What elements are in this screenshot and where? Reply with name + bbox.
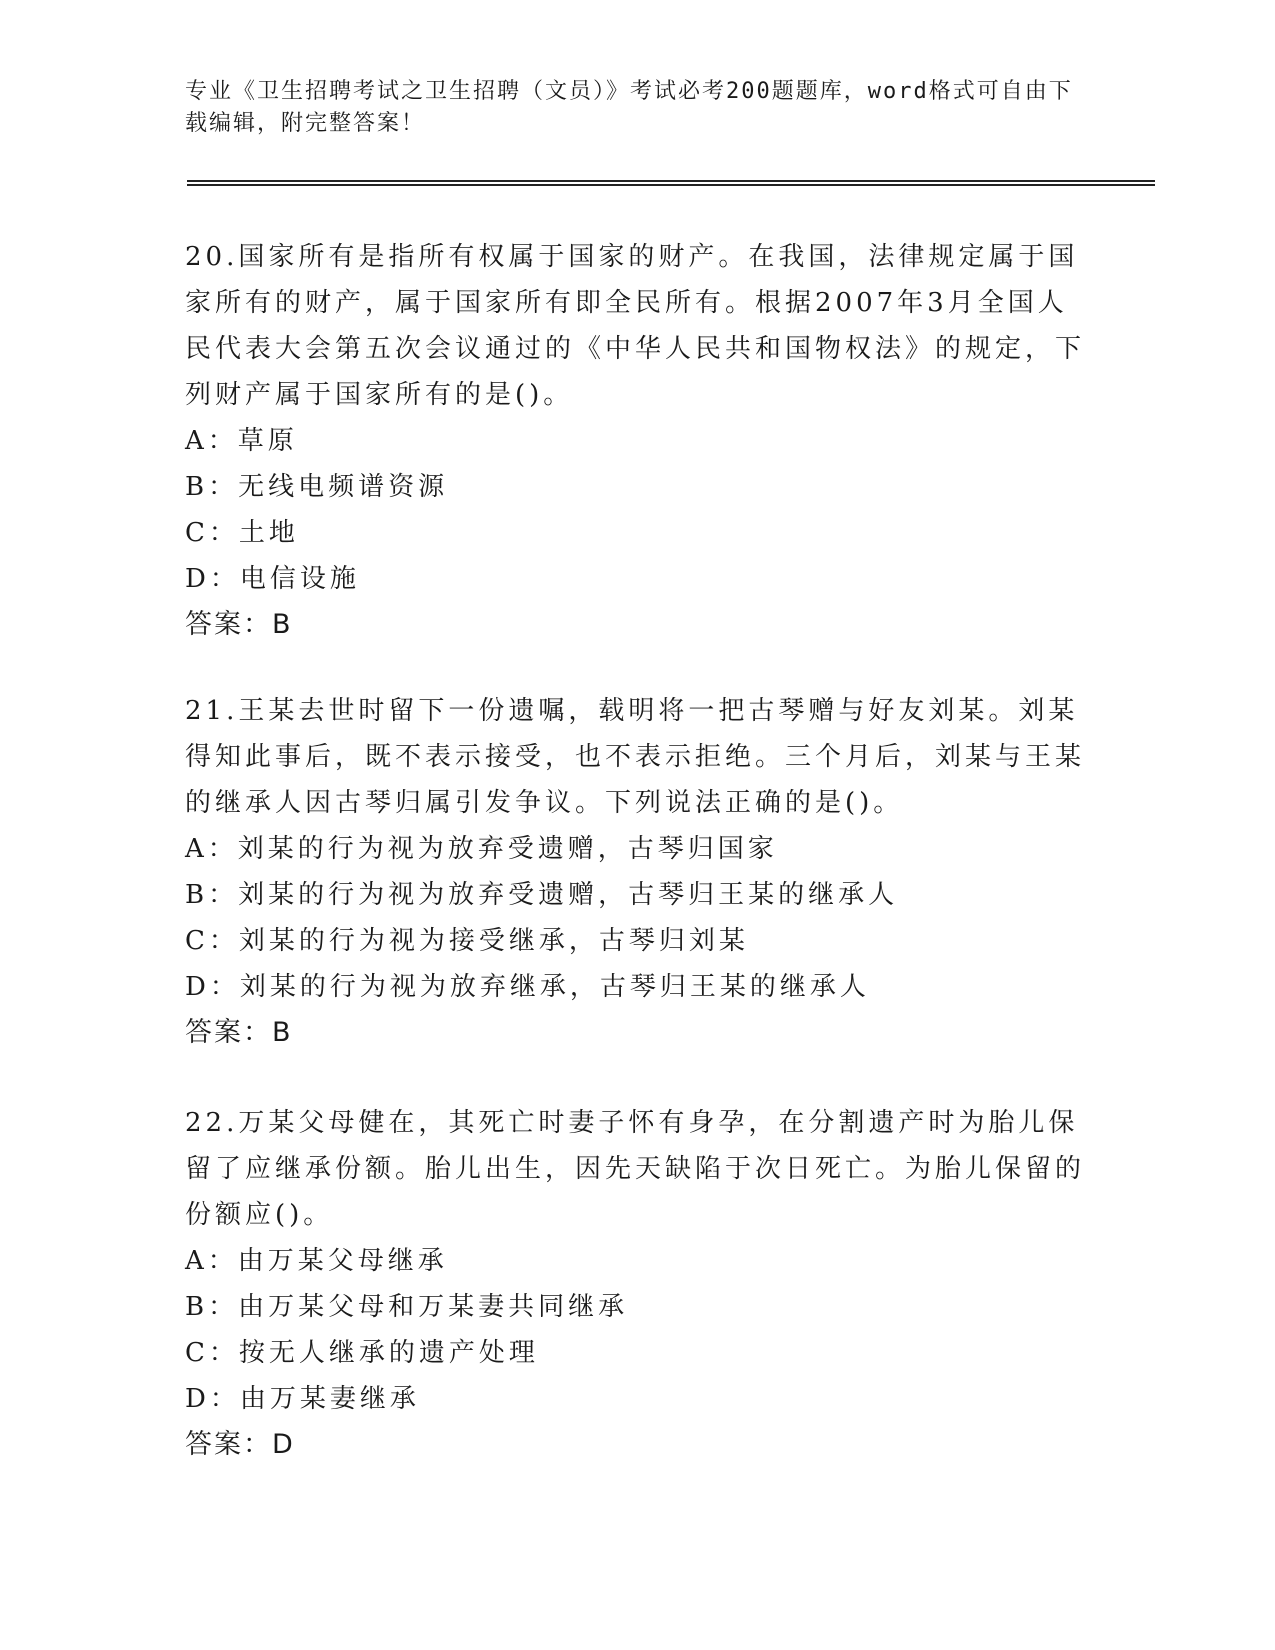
option-b: B：由万某父母和万某妻共同继承 bbox=[185, 1292, 629, 1322]
option-a: A：草原 bbox=[185, 426, 298, 456]
option-a: A：由万某父母继承 bbox=[185, 1246, 448, 1276]
option-d: D：由万某妻继承 bbox=[185, 1384, 420, 1414]
answer: 答案：B bbox=[185, 609, 293, 640]
option-d: D：电信设施 bbox=[185, 564, 360, 594]
answer: 答案：D bbox=[185, 1429, 295, 1460]
option-c: C：刘某的行为视为接受继承，古琴归刘某 bbox=[185, 926, 749, 956]
option-d: D：刘某的行为视为放弃继承，古琴归王某的继承人 bbox=[185, 972, 870, 1002]
answer: 答案：B bbox=[185, 1017, 293, 1048]
question-22 bbox=[185, 1100, 1085, 1468]
question-stem: 21.王某去世时留下一份遗嘱，载明将一把古琴赠与好友刘某。刘某得知此事后，既不表示接受，也不表示拒绝。三个月后，刘某与王某的继承人因古琴归属引发争议。下列说法正确的是()。 bbox=[185, 696, 1086, 818]
question-20 bbox=[185, 234, 1085, 648]
option-b: B：刘某的行为视为放弃受遗赠，古琴归王某的继承人 bbox=[185, 880, 899, 910]
question-21 bbox=[185, 688, 1085, 1056]
header-divider-top bbox=[187, 180, 1155, 182]
document-header: 专业《卫生招聘考试之卫生招聘（文员）》考试必考200题题库，word格式可自由下载编辑，附完整答案！ bbox=[185, 79, 1073, 136]
option-c: C：土地 bbox=[185, 518, 299, 548]
option-a: A：刘某的行为视为放弃受遗赠，古琴归国家 bbox=[185, 834, 778, 864]
question-stem: 22.万某父母健在，其死亡时妻子怀有身孕，在分割遗产时为胎儿保留了应继承份额。胎儿出生，因先天缺陷于次日死亡。为胎儿保留的份额应()。 bbox=[185, 1108, 1086, 1230]
option-b: B：无线电频谱资源 bbox=[185, 472, 449, 502]
option-c: C：按无人继承的遗产处理 bbox=[185, 1338, 539, 1368]
question-stem: 20.国家所有是指所有权属于国家的财产。在我国，法律规定属于国家所有的财产，属于国家所有即全民所有。根据2007年3月全国人民代表大会第五次会议通过的《中华人民共和国物权法》的规定，下列财产属于国家所有的是()。 bbox=[185, 242, 1086, 410]
header-divider-bottom bbox=[187, 184, 1155, 186]
